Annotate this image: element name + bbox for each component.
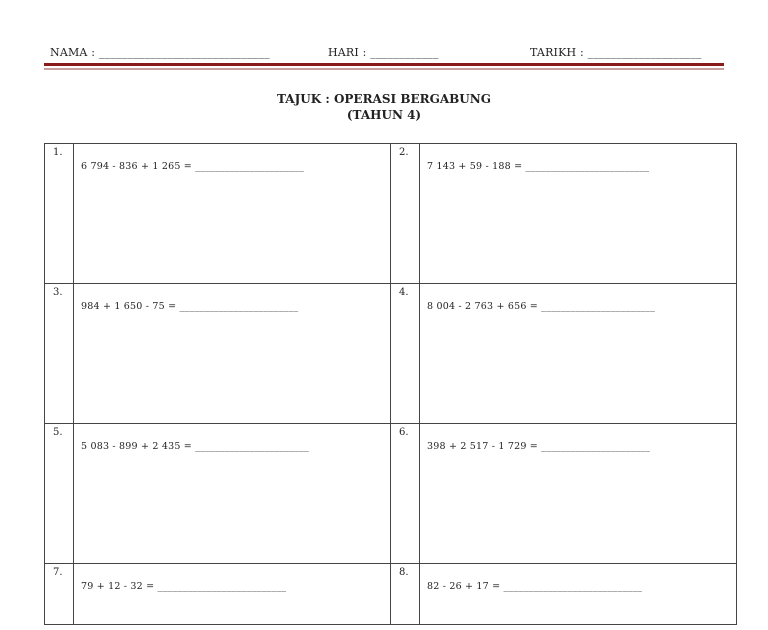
question-number-cell <box>45 144 74 284</box>
worksheet-title: TAJUK : OPERASI BERGABUNG <box>277 92 491 106</box>
question-text: 82 - 26 + 17 = ____________________________ <box>427 581 643 592</box>
question-text: 984 + 1 650 - 75 = ________________________ <box>81 301 299 312</box>
question-number: 8. <box>399 567 409 578</box>
question-cell <box>420 144 737 284</box>
question-text: 79 + 12 - 32 = __________________________ <box>81 581 287 592</box>
question-number-cell <box>391 424 420 564</box>
question-cell <box>74 144 391 284</box>
question-cell <box>74 284 391 424</box>
question-cell <box>74 424 391 564</box>
question-row <box>45 144 737 284</box>
question-number: 5. <box>53 427 63 438</box>
nama-field: NAMA : ______________________________ <box>50 46 270 59</box>
question-text: 8 004 - 2 763 + 656 = _______________________ <box>427 301 656 312</box>
question-number: 4. <box>399 287 409 298</box>
question-number: 3. <box>53 287 63 298</box>
question-cell <box>420 284 737 424</box>
question-grid <box>44 143 737 625</box>
question-text: 6 794 - 836 + 1 265 = ______________________ <box>81 161 305 172</box>
header-rule-light <box>44 68 724 70</box>
question-cell <box>420 424 737 564</box>
question-number-cell <box>391 144 420 284</box>
question-cell <box>420 564 737 625</box>
tarikh-field: TARIKH : ____________________ <box>530 46 702 59</box>
header-rule-dark <box>44 63 724 66</box>
question-number: 1. <box>53 147 63 158</box>
question-row <box>45 564 737 625</box>
question-number-cell <box>45 564 74 625</box>
question-number-cell <box>45 284 74 424</box>
question-cell <box>74 564 391 625</box>
question-number: 2. <box>399 147 409 158</box>
question-row <box>45 424 737 564</box>
question-number-cell <box>391 564 420 625</box>
hari-field: HARI : ____________ <box>328 46 439 59</box>
question-number-cell <box>391 284 420 424</box>
question-number: 7. <box>53 567 63 578</box>
question-number: 6. <box>399 427 409 438</box>
question-number-cell <box>45 424 74 564</box>
question-row <box>45 284 737 424</box>
question-text: 7 143 + 59 - 188 = _________________________ <box>427 161 650 172</box>
question-text: 398 + 2 517 - 1 729 = ______________________ <box>427 441 651 452</box>
worksheet-subtitle: (TAHUN 4) <box>346 108 422 122</box>
student-info-header <box>50 46 720 62</box>
question-text: 5 083 - 899 + 2 435 = _______________________ <box>81 441 310 452</box>
